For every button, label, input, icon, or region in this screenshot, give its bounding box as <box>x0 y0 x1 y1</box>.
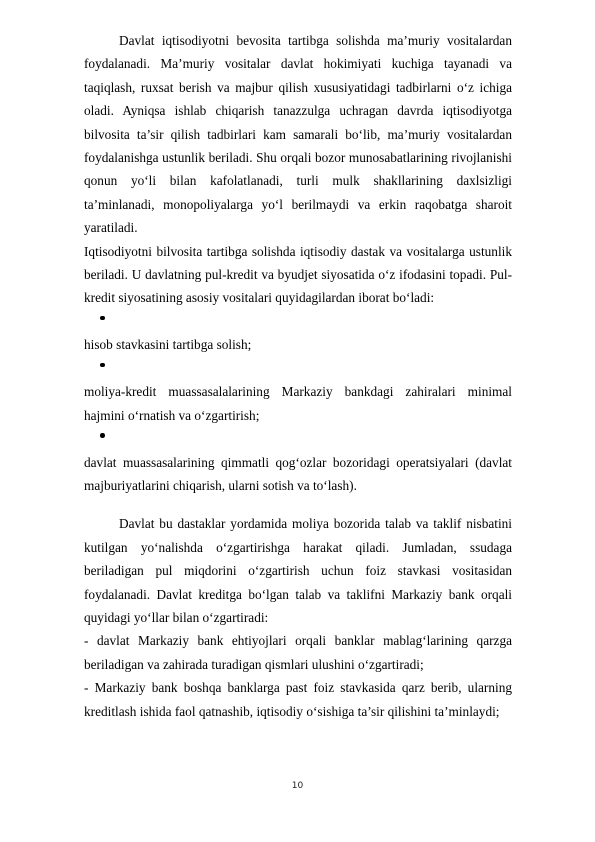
bullet-item-discount-rate: hisob stavkasini tartibga solish; <box>84 337 252 353</box>
bullet-marker-row <box>84 310 512 334</box>
bullet-marker-row <box>84 427 512 451</box>
bullet-dot-icon <box>100 363 105 368</box>
page-content <box>84 29 512 723</box>
paragraph-indirect-regulation: Iqtisodiyotni bilvosita tartibga solishda iqtisodiy dastak va vositalarga ustunlik beriladi. U davlatning pul-kredit va byudjet siyosatida o‘z ifodasini topadi. Pul-kredit siyosatining asosiy vositalari quyidagilardan iborat bo‘ladi: <box>84 243 512 306</box>
paragraph-spacer <box>84 497 512 512</box>
bullet-item-reserve-requirements: moliya-kredit muassasalalarining Markaziy bankdagi zahiralari minimal hajmini o‘rnatish va o‘zgartirish; <box>84 384 512 423</box>
bullet-marker-row <box>84 357 512 381</box>
bullet-dot-icon <box>100 433 105 438</box>
paragraph-administrative-tools: Davlat iqtisodiyotni bevosita tartibga solishda ma’muriy vositalardan foydalanadi. Ma’muriy vositalar davlat hokimiyati kuchiga tayanadi va taqiqlash, ruxsat berish va majbur qilish xususiyatidagi tadbirlarni o‘z ichiga oladi. Ayniqsa ishlab chiqarish tanazzulga uchragan davrda iqtisodiyotga bilvosita ta’sir qilish tadbirlari kam samarali bo‘lib, ma’muriy vositalardan foydalanishga ustunlik beriladi. Shu orqali bozor munosabatlarining rivojlanishi qonun yo‘li bilan kafolatlanadi, turli mulk shakllarining daxlsizligi ta’minlanadi, monopoliyalarga yo‘l berilmaydi va erkin raqobatga sharoit yaratiladi. <box>84 33 512 236</box>
page-number: 10 <box>291 781 304 791</box>
paragraph-dash-item-reserves: - davlat Markaziy bank ehtiyojlari orqali banklar mablag‘larining qarzga beriladigan va zahirada turadigan qismlari ulushini o‘zgartiradi; <box>84 633 512 672</box>
bullet-list <box>84 310 512 498</box>
paragraph-dash-item-lending: - Markaziy bank boshqa banklarga past foiz stavkasida qarz berib, ularning kreditlash ishida faol qatnashib, iqtisodiy o‘sishiga ta’sir qilishini ta’minlaydi; <box>84 680 512 719</box>
bullet-item-securities-operations: davlat muassasalarining qimmatli qog‘ozlar bozoridagi operatsiyalari (davlat majburiyatlarini chiqarish, ularni sotish va to‘lash). <box>84 454 512 493</box>
paragraph-credit-levers: Davlat bu dastaklar yordamida moliya bozorida talab va taklif nisbatini kutilgan yo‘nalishda o‘zgartirishga harakat qiladi. Jumladan, ssudaga beriladigan pul miqdorini o‘zgartirish uchun foiz stavkasi vositasidan foydalanadi. Davlat kreditga bo‘lgan talab va taklifni Markaziy bank orqali quyidagi yo‘llar bilan o‘zgartiradi: <box>84 516 512 626</box>
bullet-dot-icon <box>100 316 105 321</box>
